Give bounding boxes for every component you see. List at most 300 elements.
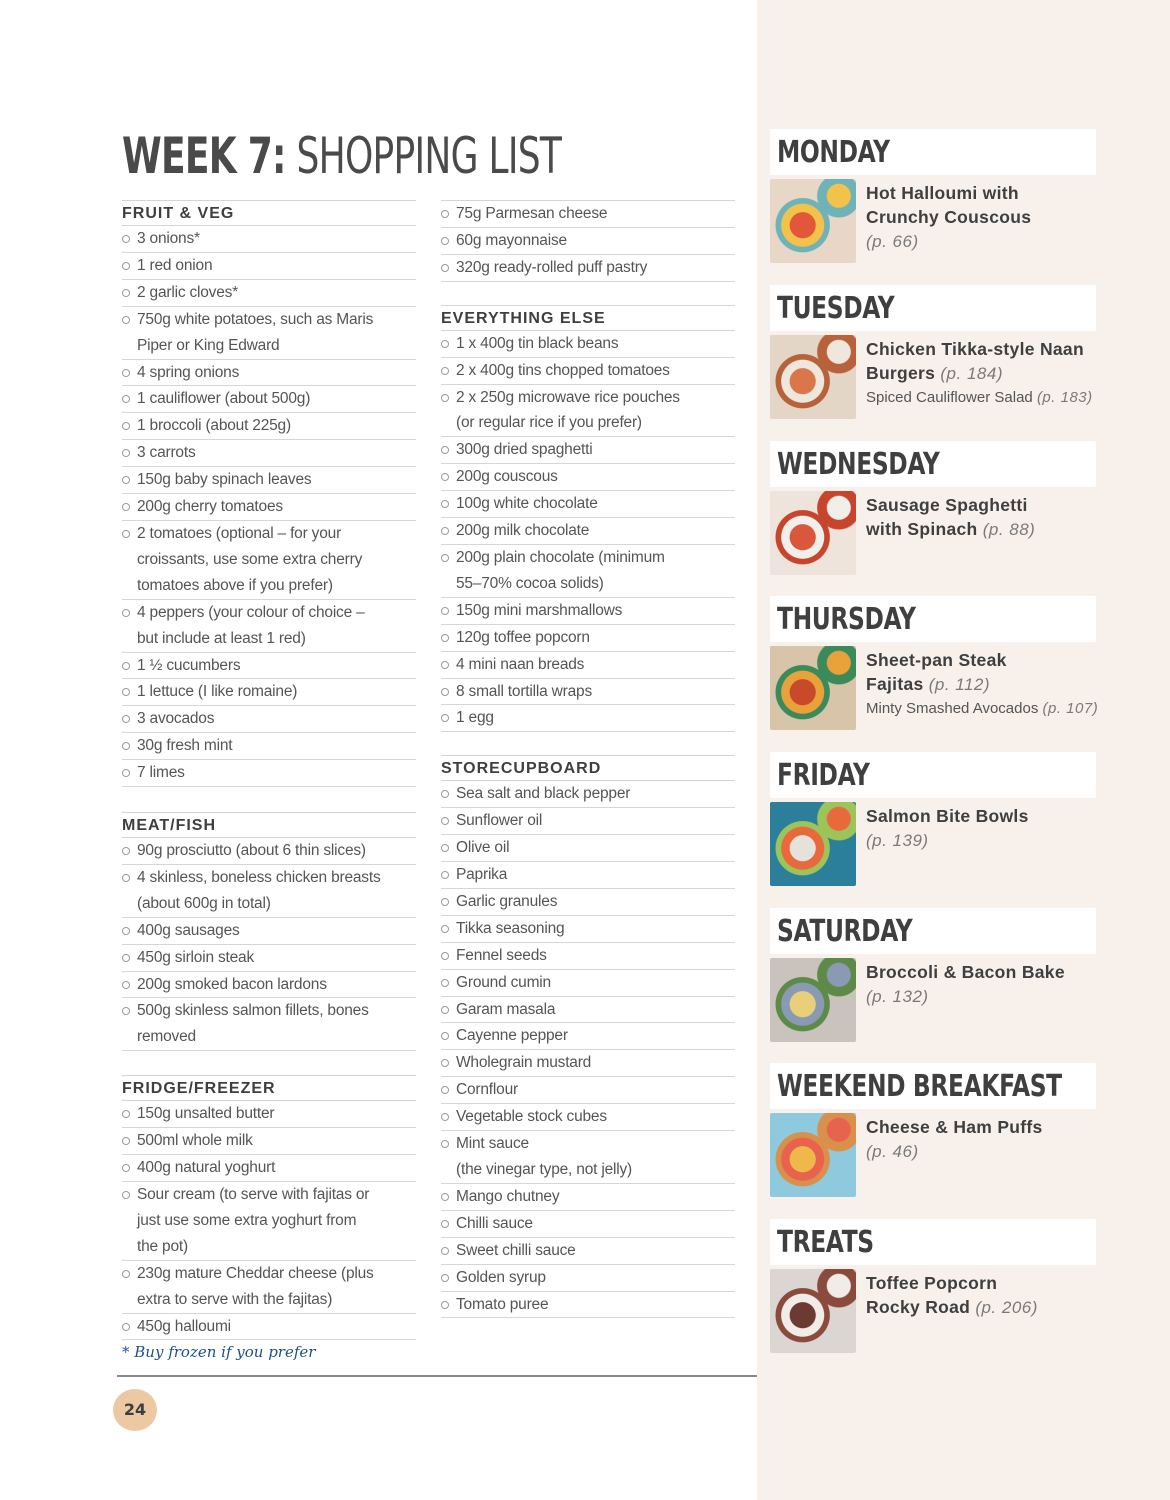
day-recipe[interactable]	[770, 179, 1096, 265]
checkbox-circle-icon[interactable]	[122, 981, 130, 989]
checkbox-circle-icon[interactable]	[441, 925, 449, 933]
checkbox-circle-icon[interactable]	[122, 1323, 130, 1331]
day-heading	[770, 596, 1096, 642]
checkbox-circle-icon[interactable]	[441, 1032, 449, 1040]
recipe-name-line: with Spinach	[866, 519, 978, 539]
checkbox-circle-icon[interactable]	[441, 473, 449, 481]
shopping-item[interactable]	[441, 1023, 735, 1050]
checkbox-circle-icon[interactable]	[441, 394, 449, 402]
recipe-photo[interactable]	[770, 646, 856, 730]
item-text: Vegetable stock cubes	[456, 1108, 607, 1126]
shopping-item[interactable]	[122, 280, 416, 307]
shopping-item[interactable]	[122, 1261, 416, 1314]
recipe-name-line: Rocky Road	[866, 1297, 971, 1317]
shopping-item[interactable]	[441, 228, 735, 255]
item-text: 500g skinless salmon fillets, bones	[137, 1002, 369, 1020]
meal-day-card	[770, 285, 1096, 421]
day-recipe[interactable]	[770, 646, 1099, 732]
shopping-item[interactable]	[441, 1131, 735, 1184]
item-text: Piper or King Edward	[137, 336, 280, 354]
checkbox-circle-icon[interactable]	[441, 1220, 449, 1228]
section-heading: MEAT/FISH	[122, 812, 416, 838]
meal-day-card	[770, 908, 1096, 1044]
list-section	[122, 1075, 416, 1340]
item-text: 200g milk chocolate	[456, 522, 590, 540]
item-text: 2 x 400g tins chopped tomatoes	[456, 361, 670, 379]
item-text: 1 red onion	[137, 256, 213, 274]
shopping-item[interactable]	[122, 226, 416, 253]
checkbox-circle-icon[interactable]	[441, 714, 449, 722]
day-recipe[interactable]	[770, 491, 1096, 577]
item-text: croissants, use some extra cherry	[137, 550, 363, 568]
checkbox-circle-icon[interactable]	[122, 1007, 130, 1015]
checkbox-circle-icon[interactable]	[441, 979, 449, 987]
item-text: just use some extra yoghurt from	[137, 1211, 357, 1229]
recipe-info	[866, 804, 1126, 853]
shopping-item[interactable]	[441, 598, 735, 625]
shopping-item[interactable]	[441, 385, 735, 438]
day-heading-text: WEEKEND BREAKFAST	[777, 1069, 1062, 1104]
recipe-name[interactable]	[866, 337, 1126, 386]
shopping-item[interactable]	[441, 1077, 735, 1104]
recipe-page-ref: (p. 139)	[866, 831, 929, 850]
recipe-info	[866, 960, 1126, 1009]
item-text: 150g mini marshmallows	[456, 601, 623, 619]
checkbox-circle-icon[interactable]	[122, 1137, 130, 1145]
item-text: 4 skinless, boneless chicken breasts	[137, 868, 381, 886]
shopping-item[interactable]	[441, 201, 735, 228]
side-recipe-page-ref: (p. 107)	[1042, 700, 1099, 717]
item-text: 1 lettuce (I like romaine)	[137, 683, 298, 701]
shopping-item[interactable]	[441, 997, 735, 1024]
item-text: Cayenne pepper	[456, 1027, 568, 1045]
day-heading	[770, 908, 1096, 954]
section-heading: FRUIT & VEG	[122, 200, 416, 226]
day-heading-text: FRIDAY	[777, 758, 870, 793]
list-section	[441, 200, 735, 282]
checkbox-circle-icon[interactable]	[441, 264, 449, 272]
shopping-item[interactable]	[122, 600, 416, 653]
item-text: 2 x 250g microwave rice pouches	[456, 388, 680, 406]
side-recipe[interactable]	[866, 386, 1126, 410]
meal-day-card	[770, 752, 1096, 888]
recipe-photo[interactable]	[770, 491, 856, 575]
shopping-item[interactable]	[441, 255, 735, 282]
day-recipe[interactable]	[770, 958, 1096, 1044]
day-heading	[770, 441, 1096, 487]
checkbox-circle-icon[interactable]	[122, 769, 130, 777]
recipe-photo[interactable]	[770, 1113, 856, 1197]
checkbox-circle-icon[interactable]	[122, 688, 130, 696]
item-text: Olive oil	[456, 839, 510, 857]
item-text: 230g mature Cheddar cheese (plus	[137, 1264, 374, 1282]
shopping-item[interactable]	[122, 413, 416, 440]
item-text: 30g fresh mint	[137, 737, 233, 755]
item-text: 2 garlic cloves*	[137, 283, 239, 301]
recipe-info	[866, 1271, 1126, 1320]
item-text: 200g smoked bacon lardons	[137, 975, 327, 993]
item-text: 2 tomatoes (optional – for your	[137, 524, 342, 542]
side-recipe[interactable]	[866, 697, 1126, 721]
item-text: Garam masala	[456, 1000, 556, 1018]
recipe-page-ref: (p. 88)	[982, 520, 1036, 539]
shopping-item[interactable]	[441, 679, 735, 706]
shopping-item[interactable]	[441, 331, 735, 358]
item-text: 90g prosciutto (about 6 thin slices)	[137, 842, 366, 860]
page-number-badge: 24	[113, 1389, 157, 1431]
day-recipe[interactable]	[770, 1113, 1096, 1199]
recipe-name-line: Sausage Spaghetti	[866, 495, 1028, 515]
checkbox-circle-icon[interactable]	[122, 847, 130, 855]
meal-day-card	[770, 1063, 1096, 1199]
shopping-item[interactable]	[441, 916, 735, 943]
side-recipe-page-ref: (p. 183)	[1036, 389, 1093, 406]
shopping-item[interactable]	[441, 652, 735, 679]
item-text: Golden syrup	[456, 1268, 546, 1286]
item-text: 200g cherry tomatoes	[137, 498, 283, 516]
checkbox-circle-icon[interactable]	[122, 449, 130, 457]
checkbox-circle-icon[interactable]	[122, 609, 130, 617]
item-text: Mango chutney	[456, 1187, 560, 1205]
item-text: 150g baby spinach leaves	[137, 471, 312, 489]
checkbox-circle-icon[interactable]	[441, 340, 449, 348]
shopping-item[interactable]	[122, 838, 416, 865]
item-text: Paprika	[456, 866, 508, 884]
list-section	[441, 305, 735, 733]
shopping-item[interactable]	[122, 918, 416, 945]
item-text: 750g white potatoes, such as Maris	[137, 310, 374, 328]
item-text: 320g ready-rolled puff pastry	[456, 258, 648, 276]
shopping-item[interactable]	[441, 1211, 735, 1238]
item-text: 1 cauliflower (about 500g)	[137, 390, 311, 408]
item-text: 1 x 400g tin black beans	[456, 334, 619, 352]
day-recipe[interactable]	[770, 802, 1096, 888]
checkbox-circle-icon[interactable]	[441, 790, 449, 798]
shopping-item[interactable]	[441, 358, 735, 385]
item-text: 450g sirloin steak	[137, 948, 255, 966]
checkbox-circle-icon[interactable]	[441, 661, 449, 669]
checkbox-circle-icon[interactable]	[122, 954, 130, 962]
checkbox-circle-icon[interactable]	[441, 1140, 449, 1148]
recipe-name[interactable]	[866, 1115, 1126, 1164]
item-text: 400g natural yoghurt	[137, 1159, 276, 1177]
item-text: (about 600g in total)	[137, 894, 271, 912]
section-heading: STORECUPBOARD	[441, 755, 735, 781]
checkbox-circle-icon[interactable]	[441, 1113, 449, 1121]
item-text: 3 onions*	[137, 230, 200, 247]
shopping-item[interactable]	[441, 889, 735, 916]
item-text: 1 broccoli (about 225g)	[137, 417, 291, 435]
recipe-name-line: Hot Halloumi with	[866, 183, 1019, 203]
checkbox-circle-icon[interactable]	[122, 927, 130, 935]
shopping-item[interactable]	[441, 625, 735, 652]
recipe-name-line: Burgers	[866, 363, 936, 383]
checkbox-circle-icon[interactable]	[122, 715, 130, 723]
title-week: WEEK 7:	[122, 127, 286, 185]
recipe-name-line: Cheese & Ham Puffs	[866, 1117, 1043, 1137]
day-heading-text: WEDNESDAY	[777, 447, 940, 482]
checkbox-circle-icon[interactable]	[122, 316, 130, 324]
checkbox-circle-icon[interactable]	[441, 1247, 449, 1255]
checkbox-circle-icon[interactable]	[441, 1193, 449, 1201]
shopping-item[interactable]	[122, 972, 416, 999]
checkbox-circle-icon[interactable]	[441, 1301, 449, 1309]
recipe-name-line: Fajitas	[866, 674, 924, 694]
item-text: 500ml whole milk	[137, 1132, 253, 1150]
shopping-item[interactable]	[122, 733, 416, 760]
shopping-item[interactable]	[122, 653, 416, 680]
recipe-name-line: Toffee Popcorn	[866, 1273, 998, 1293]
recipe-name-line: Broccoli & Bacon Bake	[866, 962, 1065, 982]
item-text: Cornflour	[456, 1081, 518, 1099]
shopping-item[interactable]	[122, 521, 416, 600]
shopping-item[interactable]	[122, 1128, 416, 1155]
side-recipe-name: Minty Smashed Avocados	[866, 700, 1039, 717]
recipe-name[interactable]	[866, 648, 1126, 697]
shopping-item[interactable]	[122, 467, 416, 494]
shopping-item[interactable]	[122, 494, 416, 521]
shopping-item[interactable]	[122, 386, 416, 413]
recipe-page-ref: (p. 132)	[866, 987, 929, 1006]
checkbox-circle-icon[interactable]	[441, 1059, 449, 1067]
recipe-name-line: Sheet-pan Steak	[866, 650, 1007, 670]
item-text: Ground cumin	[456, 973, 551, 991]
footnote: * Buy frozen if you prefer	[122, 1343, 316, 1361]
day-heading	[770, 129, 1096, 175]
recipe-info	[866, 493, 1126, 542]
day-heading-text: THURSDAY	[777, 602, 916, 637]
item-text: 200g plain chocolate (minimum	[456, 548, 665, 566]
shopping-item[interactable]	[441, 491, 735, 518]
shopping-item[interactable]	[122, 1155, 416, 1182]
item-text: Sea salt and black pepper	[456, 785, 631, 803]
shopping-item[interactable]	[122, 360, 416, 387]
checkbox-circle-icon[interactable]	[122, 262, 130, 270]
recipe-name-line: Salmon Bite Bowls	[866, 806, 1029, 826]
checkbox-circle-icon[interactable]	[122, 289, 130, 297]
item-text: Wholegrain mustard	[456, 1054, 592, 1072]
checkbox-circle-icon[interactable]	[441, 817, 449, 825]
item-text: 55–70% cocoa solids)	[456, 574, 604, 592]
checkbox-circle-icon[interactable]	[122, 476, 130, 484]
checkbox-circle-icon[interactable]	[441, 237, 449, 245]
meal-day-card	[770, 129, 1096, 265]
shopping-item[interactable]	[122, 706, 416, 733]
shopping-item[interactable]	[441, 705, 735, 732]
checkbox-circle-icon[interactable]	[441, 1006, 449, 1014]
checkbox-circle-icon[interactable]	[441, 1274, 449, 1282]
recipe-name[interactable]	[866, 960, 1126, 1009]
item-text: 60g mayonnaise	[456, 231, 567, 249]
checkbox-circle-icon[interactable]	[441, 898, 449, 906]
item-text: (or regular rice if you prefer)	[456, 414, 642, 432]
checkbox-circle-icon[interactable]	[441, 210, 449, 218]
item-text: removed	[137, 1028, 196, 1046]
day-recipe[interactable]	[770, 335, 1096, 421]
checkbox-circle-icon[interactable]	[122, 235, 130, 243]
item-text: Chilli sauce	[456, 1214, 533, 1232]
item-text: 100g white chocolate	[456, 495, 598, 513]
item-text: 7 limes	[137, 764, 185, 782]
checkbox-circle-icon[interactable]	[122, 395, 130, 403]
day-heading-text: MONDAY	[777, 135, 890, 170]
recipe-name[interactable]	[866, 804, 1126, 853]
item-text: tomatoes above if you prefer)	[137, 576, 333, 594]
shopping-item[interactable]	[122, 440, 416, 467]
meal-day-card	[770, 441, 1096, 577]
recipe-photo[interactable]	[770, 1269, 856, 1353]
item-text: (the vinegar type, not jelly)	[456, 1161, 632, 1178]
item-text: 4 mini naan breads	[456, 655, 585, 673]
checkbox-circle-icon[interactable]	[441, 871, 449, 879]
checkbox-circle-icon[interactable]	[441, 500, 449, 508]
recipe-name-line: Chicken Tikka-style Naan	[866, 339, 1084, 359]
meal-day-card	[770, 1219, 1096, 1355]
recipe-photo[interactable]	[770, 802, 856, 886]
recipe-page-ref: (p. 46)	[866, 1142, 919, 1161]
shopping-item[interactable]	[122, 945, 416, 972]
shopping-item[interactable]	[122, 865, 416, 918]
shopping-item[interactable]	[122, 1101, 416, 1128]
shopping-item[interactable]	[441, 545, 735, 598]
checkbox-circle-icon[interactable]	[122, 369, 130, 377]
item-text: Sunflower oil	[456, 812, 543, 830]
shopping-item[interactable]	[441, 808, 735, 835]
day-heading	[770, 285, 1096, 331]
item-text: 300g dried spaghetti	[456, 441, 593, 459]
checkbox-circle-icon[interactable]	[441, 952, 449, 960]
day-heading-text: TUESDAY	[777, 291, 895, 326]
checkbox-circle-icon[interactable]	[122, 742, 130, 750]
shopping-item[interactable]	[441, 943, 735, 970]
item-text: but include at least 1 red)	[137, 629, 306, 647]
day-heading	[770, 1219, 1096, 1265]
recipe-name[interactable]	[866, 493, 1126, 542]
item-text: 75g Parmesan cheese	[456, 205, 608, 222]
checkbox-circle-icon[interactable]	[441, 446, 449, 454]
title-shopping-list: SHOPPING LIST	[285, 127, 562, 185]
recipe-name[interactable]	[866, 1271, 1126, 1320]
checkbox-circle-icon[interactable]	[122, 422, 130, 430]
item-text: 3 carrots	[137, 444, 196, 462]
shopping-item[interactable]	[441, 781, 735, 808]
shopping-item[interactable]	[441, 1104, 735, 1131]
shopping-item[interactable]	[441, 1050, 735, 1077]
checkbox-circle-icon[interactable]	[122, 1191, 130, 1199]
item-text: 400g sausages	[137, 921, 240, 939]
recipe-info	[866, 1115, 1126, 1164]
shopping-item[interactable]	[122, 1314, 416, 1341]
checkbox-circle-icon[interactable]	[441, 607, 449, 615]
shopping-item[interactable]	[122, 307, 416, 360]
shopping-column-left	[122, 200, 416, 1366]
shopping-item[interactable]	[122, 760, 416, 787]
checkbox-circle-icon[interactable]	[122, 1164, 130, 1172]
section-heading: FRIDGE/FREEZER	[122, 1075, 416, 1101]
item-text: Sweet chilli sauce	[456, 1241, 576, 1259]
shopping-item[interactable]	[441, 464, 735, 491]
recipe-info	[866, 337, 1126, 410]
day-recipe[interactable]	[770, 1269, 1096, 1355]
checkbox-circle-icon[interactable]	[441, 1086, 449, 1094]
shopping-item[interactable]	[441, 518, 735, 545]
checkbox-circle-icon[interactable]	[441, 688, 449, 696]
recipe-photo[interactable]	[770, 335, 856, 419]
checkbox-circle-icon[interactable]	[441, 844, 449, 852]
item-text: 8 small tortilla wraps	[456, 682, 593, 700]
item-text: Mint sauce	[456, 1135, 529, 1153]
checkbox-circle-icon[interactable]	[122, 1270, 130, 1278]
item-text: 450g halloumi	[137, 1317, 231, 1335]
shopping-item[interactable]	[441, 437, 735, 464]
shopping-column-right	[441, 200, 735, 1344]
recipe-page-ref: (p. 206)	[975, 1298, 1038, 1317]
shopping-item[interactable]	[122, 253, 416, 280]
shopping-item[interactable]	[441, 1265, 735, 1292]
item-text: the pot)	[137, 1237, 188, 1255]
recipe-name[interactable]	[866, 181, 1126, 254]
item-text: 150g unsalted butter	[137, 1105, 275, 1123]
item-text: Garlic granules	[456, 892, 558, 910]
item-text: 1 ½ cucumbers	[137, 656, 241, 674]
recipe-name-line: Crunchy Couscous	[866, 207, 1032, 227]
list-section	[122, 200, 416, 787]
item-text: 3 avocados	[137, 710, 215, 728]
checkbox-circle-icon[interactable]	[441, 527, 449, 535]
item-text: 4 peppers (your colour of choice –	[137, 603, 365, 621]
item-text: Sour cream (to serve with fajitas or	[137, 1186, 370, 1203]
checkbox-circle-icon[interactable]	[441, 554, 449, 562]
item-text: extra to serve with the fajitas)	[137, 1290, 333, 1308]
shopping-item[interactable]	[441, 1184, 735, 1211]
recipe-page-ref: (p. 112)	[928, 675, 991, 694]
shopping-item[interactable]	[122, 998, 416, 1051]
checkbox-circle-icon[interactable]	[122, 503, 130, 511]
footer-divider	[117, 1375, 757, 1377]
recipe-page-ref: (p. 66)	[866, 232, 919, 251]
recipe-photo[interactable]	[770, 179, 856, 263]
checkbox-circle-icon[interactable]	[441, 634, 449, 642]
side-recipe-name: Spiced Cauliflower Salad	[866, 389, 1033, 406]
section-heading: EVERYTHING ELSE	[441, 305, 735, 331]
day-heading-text: TREATS	[777, 1225, 874, 1260]
checkbox-circle-icon[interactable]	[122, 874, 130, 882]
item-text: 200g couscous	[456, 468, 558, 486]
item-text: 1 egg	[456, 709, 494, 727]
recipe-info	[866, 181, 1126, 254]
checkbox-circle-icon[interactable]	[441, 367, 449, 375]
shopping-item[interactable]	[441, 1238, 735, 1265]
recipe-photo[interactable]	[770, 958, 856, 1042]
shopping-item[interactable]	[441, 1292, 735, 1319]
shopping-item[interactable]	[441, 862, 735, 889]
recipe-page-ref: (p. 184)	[940, 364, 1003, 383]
checkbox-circle-icon[interactable]	[122, 530, 130, 538]
shopping-item[interactable]	[122, 1182, 416, 1261]
item-text: Fennel seeds	[456, 946, 547, 964]
meal-day-card	[770, 596, 1099, 732]
checkbox-circle-icon[interactable]	[122, 1110, 130, 1118]
checkbox-circle-icon[interactable]	[122, 662, 130, 670]
list-section	[441, 755, 735, 1318]
shopping-item[interactable]	[441, 835, 735, 862]
recipe-info	[866, 648, 1126, 721]
day-heading	[770, 1063, 1096, 1109]
item-text: Tomato puree	[456, 1295, 549, 1313]
day-heading	[770, 752, 1096, 798]
shopping-item[interactable]	[441, 970, 735, 997]
shopping-item[interactable]	[122, 679, 416, 706]
